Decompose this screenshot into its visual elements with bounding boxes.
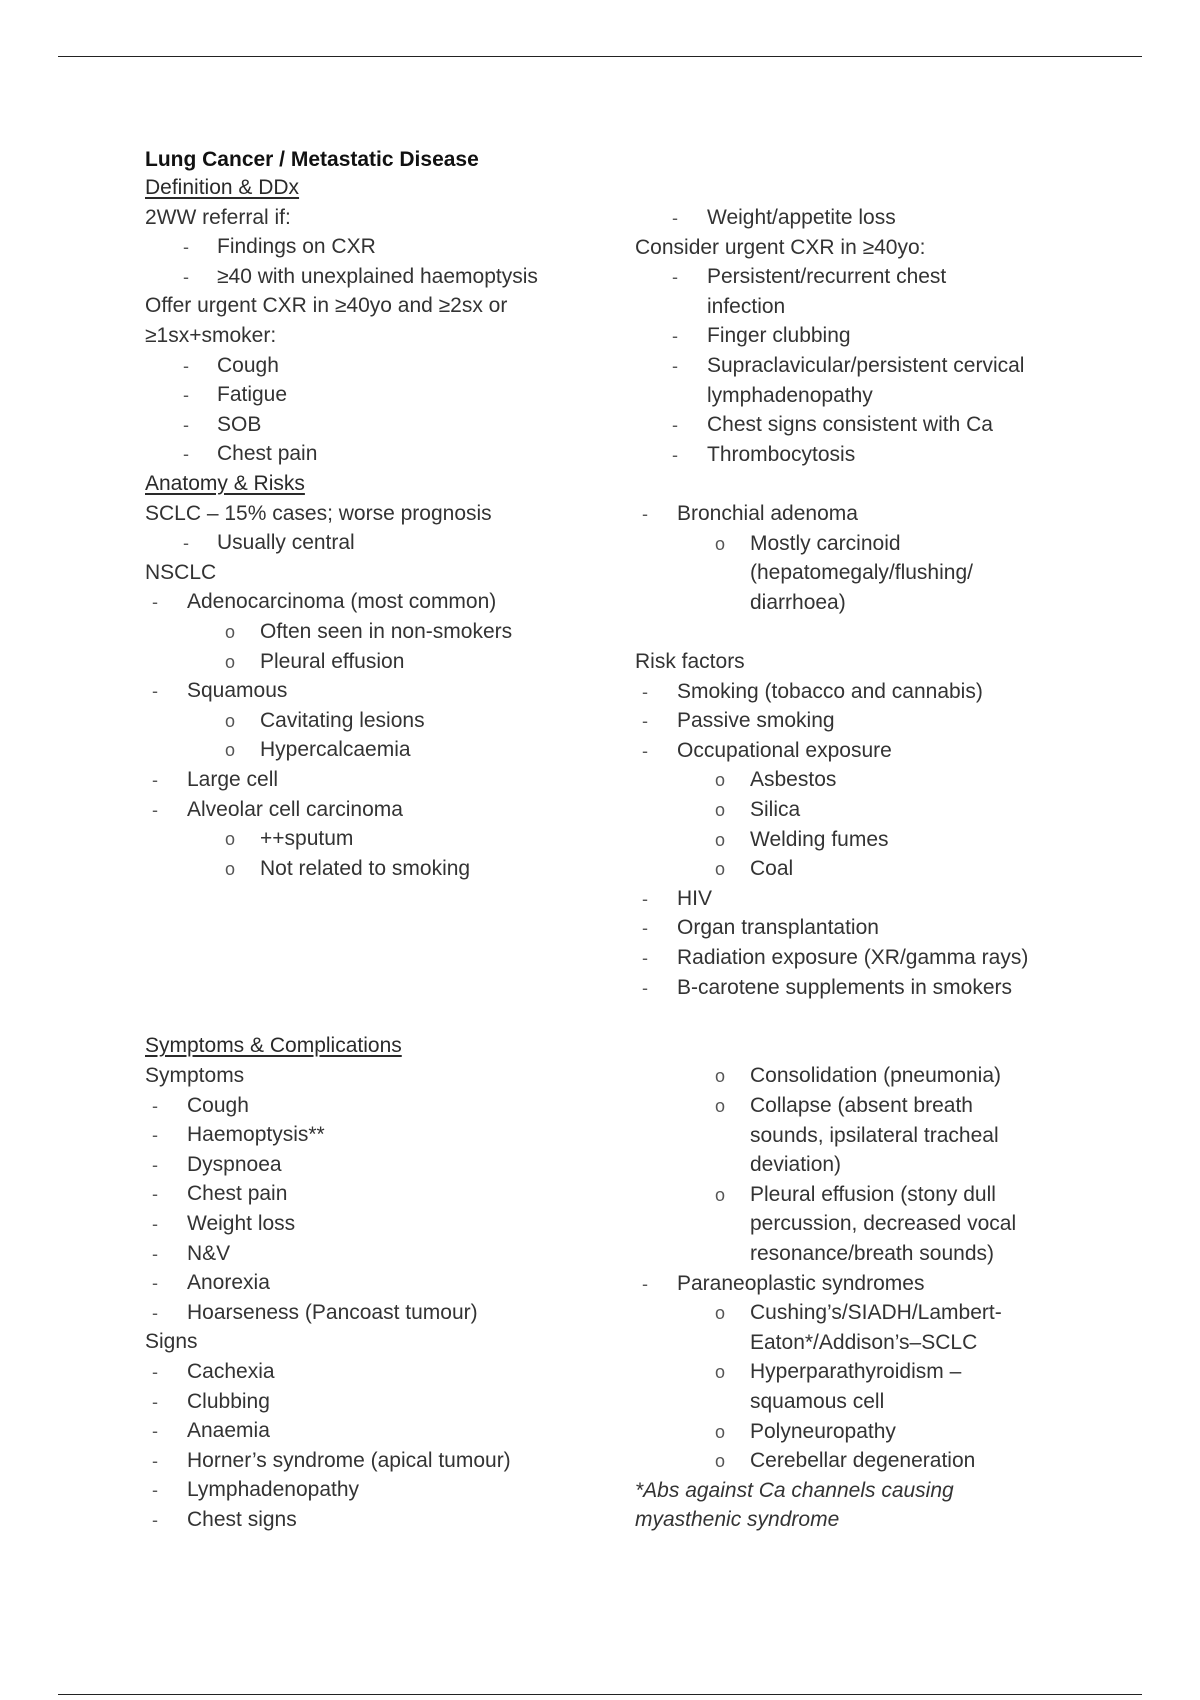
list-item: B-carotene supplements in smokers	[677, 975, 1012, 999]
list-item: Thrombocytosis	[707, 442, 856, 466]
circle-bullet	[715, 856, 725, 882]
sub-list-item-continuation: Eaton*/Addison’s–SCLC	[750, 1330, 978, 1354]
circle-bullet	[225, 737, 235, 763]
dash-bullet	[642, 886, 648, 912]
sub-list-item: Polyneuropathy	[750, 1419, 896, 1443]
list-item: Anaemia	[187, 1419, 270, 1443]
dash-bullet	[152, 1507, 158, 1533]
dash-bullet	[672, 323, 678, 349]
list-item: Persistent/recurrent chest	[707, 265, 947, 289]
footnote-line: myasthenic syndrome	[635, 1508, 840, 1532]
list-item: Fatigue	[217, 383, 288, 407]
text-line: 2WW referral if:	[145, 205, 291, 229]
dash-bullet	[642, 501, 648, 527]
list-item: Cough	[217, 353, 279, 377]
section-header: Symptoms & Complications	[145, 1034, 402, 1058]
dash-bullet	[642, 975, 648, 1001]
dash-bullet	[642, 679, 648, 705]
circle-bullet	[715, 827, 725, 853]
dash-bullet	[183, 441, 189, 467]
sub-list-item-continuation: deviation)	[750, 1153, 842, 1177]
sub-list-item: ++sputum	[260, 827, 354, 851]
dash-bullet	[152, 678, 158, 704]
list-item: Weight/appetite loss	[707, 206, 896, 229]
list-item: ≥40 with unexplained haemoptysis	[217, 264, 538, 288]
dash-bullet	[152, 1270, 158, 1296]
list-item-continuation: lymphadenopathy	[707, 383, 873, 407]
sub-list-item: Cerebellar degeneration	[750, 1449, 976, 1473]
text-line: SCLC – 15% cases; worse prognosis	[145, 501, 492, 525]
list-item: SOB	[217, 412, 262, 436]
list-item: Smoking (tobacco and cannabis)	[677, 679, 983, 703]
list-item: Adenocarcinoma (most common)	[187, 590, 497, 614]
text-line: NSCLC	[145, 560, 217, 584]
circle-bullet	[715, 767, 725, 793]
dash-bullet	[152, 1389, 158, 1415]
list-item: Cough	[187, 1093, 249, 1117]
list-item: Chest pain	[187, 1182, 288, 1206]
dash-bullet	[183, 530, 189, 556]
dash-bullet	[642, 915, 648, 941]
list-item: Lymphadenopathy	[187, 1478, 360, 1502]
text-line: Offer urgent CXR in ≥40yo and ≥2sx or	[145, 294, 508, 318]
dash-bullet	[152, 1359, 158, 1385]
dash-bullet	[152, 1477, 158, 1503]
list-item: Findings on CXR	[217, 235, 376, 259]
dash-bullet	[183, 412, 189, 438]
list-item: Horner’s syndrome (apical tumour)	[187, 1448, 511, 1472]
dash-bullet	[152, 767, 158, 793]
list-item-continuation: infection	[707, 294, 786, 318]
list-item: Chest signs	[187, 1508, 297, 1531]
dash-bullet	[672, 353, 678, 379]
dash-bullet	[183, 382, 189, 408]
dash-bullet	[672, 264, 678, 290]
dash-bullet	[152, 1211, 158, 1237]
sub-list-item: Hyperparathyroidism –	[750, 1360, 962, 1384]
dash-bullet	[642, 945, 648, 971]
dash-bullet	[642, 1271, 648, 1297]
dash-bullet	[152, 1300, 158, 1326]
sub-list-item: Not related to smoking	[260, 856, 471, 880]
sub-list-item: Asbestos	[750, 768, 837, 792]
list-item: Anorexia	[187, 1271, 270, 1295]
circle-bullet	[715, 1419, 725, 1445]
sub-list-item: Pleural effusion (stony dull	[750, 1182, 996, 1206]
sub-list-item: Consolidation (pneumonia)	[750, 1064, 1001, 1088]
dash-bullet	[152, 1241, 158, 1267]
list-item: Organ transplantation	[677, 916, 879, 940]
dash-bullet	[183, 264, 189, 290]
page-title: Lung Cancer / Metastatic Disease	[145, 148, 479, 171]
sub-list-item: Cushing’s/SIADH/Lambert-	[750, 1301, 1002, 1325]
sub-list-item: Coal	[750, 857, 794, 881]
circle-bullet	[715, 1093, 725, 1119]
list-item: Paraneoplastic syndromes	[677, 1271, 925, 1295]
list-item: Passive smoking	[677, 709, 835, 733]
dash-bullet	[152, 797, 158, 823]
sub-list-item-continuation: sounds, ipsilateral tracheal	[750, 1123, 999, 1147]
dash-bullet	[642, 708, 648, 734]
circle-bullet	[715, 1300, 725, 1326]
circle-bullet	[225, 856, 235, 882]
sub-list-item: Often seen in non-smokers	[260, 620, 513, 643]
sub-list-item: Welding fumes	[750, 827, 889, 851]
list-item: Radiation exposure (XR/gamma rays)	[677, 946, 1029, 969]
list-item: N&V	[187, 1241, 231, 1265]
circle-bullet	[715, 1359, 725, 1385]
dash-bullet	[152, 1122, 158, 1148]
sub-list-item-continuation: (hepatomegaly/flushing/	[750, 561, 973, 585]
list-item: Large cell	[187, 768, 279, 791]
dash-bullet	[152, 1448, 158, 1474]
sub-list-item: Mostly carcinoid	[750, 531, 901, 555]
list-item: Cachexia	[187, 1360, 275, 1383]
circle-bullet	[715, 1063, 725, 1089]
dash-bullet	[672, 442, 678, 468]
list-item: Alveolar cell carcinoma	[187, 797, 403, 821]
list-item: Clubbing	[187, 1389, 270, 1413]
sub-list-item-continuation: squamous cell	[750, 1390, 885, 1413]
bottom-rule	[58, 1694, 1142, 1695]
circle-bullet	[225, 619, 235, 645]
dash-bullet	[152, 1418, 158, 1444]
list-item: Occupational exposure	[677, 738, 892, 762]
footnote-line: *Abs against Ca channels causing	[635, 1478, 954, 1502]
dash-bullet	[152, 589, 158, 615]
dash-bullet	[152, 1152, 158, 1178]
list-item: Supraclavicular/persistent cervical	[707, 354, 1025, 377]
sub-list-item-continuation: resonance/breath sounds)	[750, 1242, 994, 1265]
list-item: Weight loss	[187, 1212, 296, 1235]
dash-bullet	[152, 1093, 158, 1119]
circle-bullet	[225, 708, 235, 734]
circle-bullet	[715, 1448, 725, 1474]
dash-bullet	[183, 234, 189, 260]
text-line: ≥1sx+smoker:	[145, 324, 277, 347]
list-item: Bronchial adenoma	[677, 502, 858, 525]
dash-bullet	[152, 1181, 158, 1207]
list-item: Finger clubbing	[707, 324, 851, 348]
circle-bullet	[715, 797, 725, 823]
section-header: Anatomy & Risks	[145, 472, 305, 495]
sub-list-item: Silica	[750, 798, 801, 821]
list-item: Chest pain	[217, 442, 318, 466]
text-line: Symptoms	[145, 1064, 245, 1087]
sub-list-item: Collapse (absent breath	[750, 1094, 973, 1117]
list-item: Squamous	[187, 679, 288, 703]
sub-list-item-continuation: percussion, decreased vocal	[750, 1212, 1017, 1236]
section-header: Definition & DDx	[145, 176, 300, 199]
list-item: Chest signs consistent with Ca	[707, 413, 993, 437]
list-item: Dyspnoea	[187, 1152, 282, 1176]
circle-bullet	[225, 826, 235, 852]
sub-list-item: Cavitating lesions	[260, 708, 425, 732]
text-line: Consider urgent CXR in ≥40yo:	[635, 235, 926, 259]
circle-bullet	[715, 531, 725, 557]
circle-bullet	[715, 1182, 725, 1208]
top-rule	[58, 56, 1142, 57]
text-line: Risk factors	[635, 650, 745, 673]
sub-list-item: Pleural effusion	[260, 649, 405, 673]
dash-bullet	[642, 738, 648, 764]
list-item: Haemoptysis**	[187, 1123, 325, 1147]
dash-bullet	[183, 353, 189, 379]
sub-list-item: Hypercalcaemia	[260, 738, 411, 762]
text-line: Signs	[145, 1330, 198, 1354]
dash-bullet	[672, 412, 678, 438]
list-item: Hoarseness (Pancoast tumour)	[187, 1300, 478, 1324]
list-item: HIV	[677, 886, 713, 910]
sub-list-item-continuation: diarrhoea)	[750, 590, 846, 614]
list-item: Usually central	[217, 531, 355, 555]
dash-bullet	[672, 205, 678, 231]
circle-bullet	[225, 649, 235, 675]
